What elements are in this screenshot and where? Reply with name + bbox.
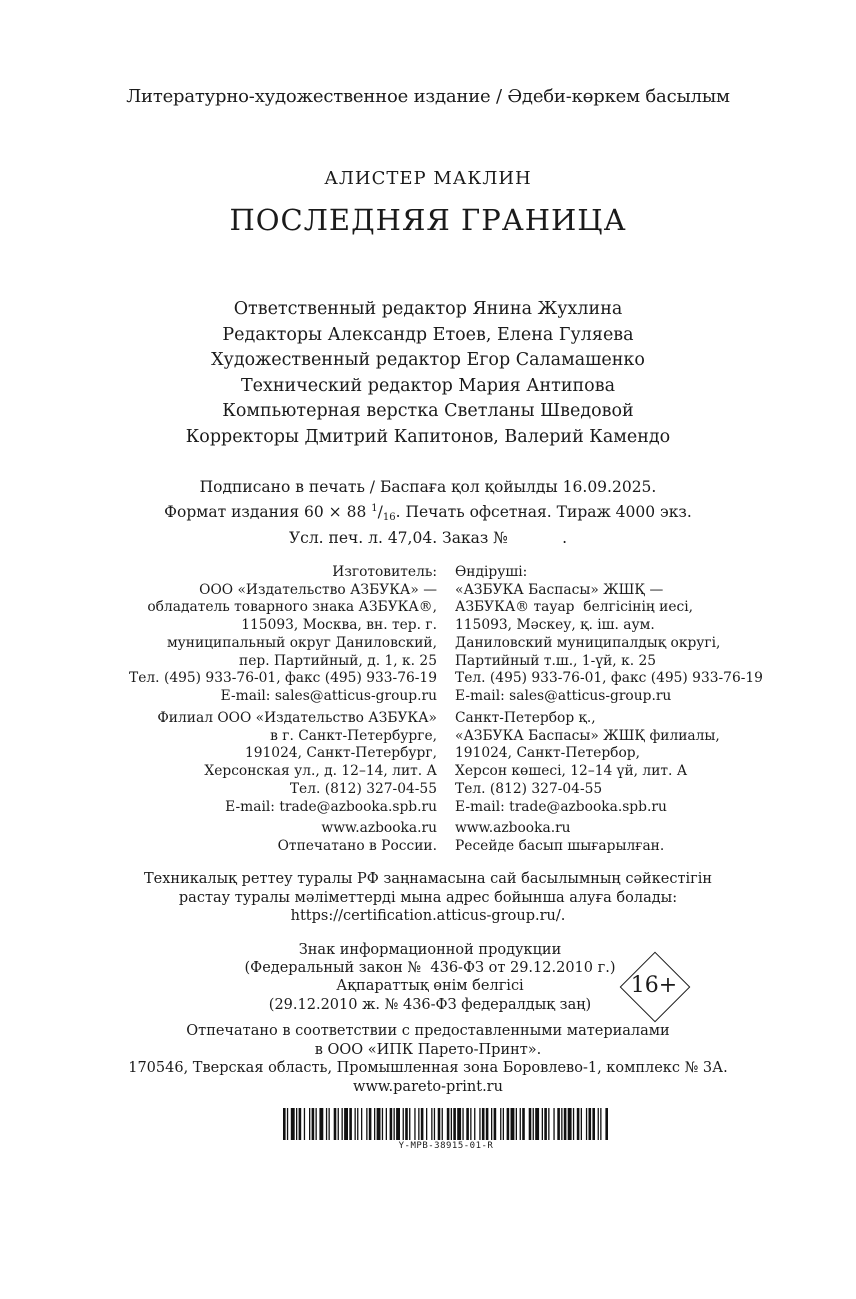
format-suffix: . Печать офсетная. Тираж 4000 экз.: [395, 503, 692, 521]
barcode-bar: [309, 1108, 310, 1140]
barcode-bar: [287, 1108, 288, 1140]
barcode-bar: [605, 1108, 608, 1140]
barcode-bar: [296, 1108, 297, 1140]
barcode-bar: [403, 1108, 404, 1140]
branch-kz-line: Санкт-Петербор қ.,: [455, 710, 596, 726]
barcode-bar: [553, 1108, 554, 1140]
manufacturer-ru: [129, 564, 437, 706]
staff-line: Корректоры Дмитрий Капитонов, Валерий Камендо: [185, 426, 671, 447]
website-link[interactable]: www.azbooka.ru: [321, 820, 437, 836]
barcode-bar: [283, 1108, 286, 1140]
footer-ru: [278, 820, 437, 855]
barcode-bar: [511, 1108, 515, 1140]
age-rating-text: 16+: [630, 973, 678, 998]
format-denominator: 16: [382, 512, 396, 523]
barcode-bar: [533, 1108, 534, 1140]
barcode-bar: [414, 1108, 415, 1140]
branch-ru-line: Херсонская ул., д. 12–14, лит. А: [204, 763, 437, 780]
branch-kz-line: Херсон көшесі, 12–14 үй, лит. А: [455, 763, 688, 780]
barcode-bar: [334, 1108, 337, 1140]
manufacturer-kz-line: Тел. (495) 933-76-01, факс (495) 933-76-19: [455, 670, 763, 687]
barcode-bar: [304, 1108, 305, 1140]
branch-ru: [157, 710, 437, 816]
barcode-bar: [357, 1108, 358, 1140]
staff-line: Компьютерная верстка Светланы Шведовой: [222, 401, 634, 421]
branch-kz-line: 191024, Санкт-Петербор,: [455, 745, 640, 762]
barcode-bar: [548, 1108, 549, 1140]
barcode-bar: [482, 1108, 485, 1140]
barcode-bar: [438, 1108, 441, 1140]
branch-kz-line: «АЗБУКА Баспасы» ЖШҚ филиалы,: [455, 727, 720, 744]
manufacturer-ru-line: пер. Партийный, д. 1, к. 25: [239, 652, 437, 669]
staff-line: Художественный редактор Егор Саламашенко: [211, 350, 645, 370]
barcode-bar: [451, 1108, 452, 1140]
barcode-bar: [520, 1108, 521, 1140]
barcode-bar: [568, 1108, 572, 1140]
barcode-bar: [409, 1108, 410, 1140]
barcode-bar: [299, 1108, 302, 1140]
manufacturer-kz: [455, 564, 763, 706]
manufacturer-kz-email[interactable]: E-mail: sales@atticus-group.ru: [455, 687, 672, 704]
barcode-bar: [462, 1108, 463, 1140]
manufacturer-ru-line: ООО «Издательство АЗБУКА» —: [199, 581, 437, 598]
signed-line: Подписано в печать / Баспаға қол қойылды 16.09.2025.: [199, 478, 657, 496]
barcode-bar: [342, 1108, 343, 1140]
book-title: ПОСЛЕДНЯЯ ГРАНИЦА: [229, 203, 627, 237]
barcode-bar: [431, 1108, 432, 1140]
barcode-bar: [361, 1108, 362, 1140]
branch-kz: [455, 710, 720, 816]
format-line: [0, 498, 856, 528]
branch-kz-line: Тел. (812) 327-04-55: [455, 780, 603, 797]
format-numerator: 1: [371, 503, 378, 514]
info-mark-line: Ақпараттық өнім белгісі: [336, 978, 524, 995]
manufacturer-kz-line: Даниловский муниципалдық округі,: [455, 634, 721, 651]
edition-type: Литературно-художественное издание / Әдеби-көркем басылым: [126, 86, 730, 107]
barcode-bar: [369, 1108, 372, 1140]
barcode-bar: [291, 1108, 295, 1140]
manufacturer-ru-email[interactable]: E-mail: sales@atticus-group.ru: [220, 687, 437, 704]
printed-in-russia-kz: Ресейде басып шығарылған.: [455, 837, 665, 854]
staff-line: Редакторы Александр Етоев, Елена Гуляева: [222, 324, 634, 345]
info-mark-line: (Федеральный закон № 436-ФЗ от 29.12.2010 г.): [244, 960, 616, 977]
tech-regulation-line: растау туралы мәліметтерді мына адрес бойынша алуға болады:: [178, 889, 678, 906]
barcode-bar: [600, 1108, 601, 1140]
staff-line: Технический редактор Мария Антипова: [240, 375, 616, 396]
barcode-bar: [573, 1108, 574, 1140]
barcode-bar: [479, 1108, 480, 1140]
barcode-bar: [405, 1108, 408, 1140]
barcode-bar: [434, 1108, 435, 1140]
manufacturer-kz-line: Партийный т.ш., 1-үй, к. 25: [455, 652, 657, 669]
printer-info: [0, 1022, 856, 1096]
barcode-bar: [470, 1108, 471, 1140]
manufacturer-ru-line: муниципальный округ Даниловский,: [166, 634, 437, 651]
barcode-bar: [426, 1108, 427, 1140]
manufacturer-kz-line: «АЗБУКА Баспасы» ЖШҚ —: [455, 581, 664, 598]
sheets-line: Усл. печ. л. 47,04. Заказ № .: [288, 529, 568, 547]
barcode-bar: [344, 1108, 348, 1140]
author-name: АЛИСТЕР МАКЛИН: [324, 168, 532, 189]
barcode-bar: [377, 1108, 381, 1140]
barcode-bar: [586, 1108, 587, 1140]
barcode-bar: [500, 1108, 501, 1140]
info-mark-line: (29.12.2010 ж. № 436-ФЗ федералдық заң): [268, 996, 592, 1013]
barcode-bar: [355, 1108, 356, 1140]
barcode-bar: [329, 1108, 330, 1140]
barcode-text: Y-MPB-38915-01-R: [398, 1141, 494, 1151]
barcode-bar: [394, 1108, 395, 1140]
barcode-bar: [542, 1108, 543, 1140]
barcode-bar: [374, 1108, 375, 1140]
barcode-bar: [564, 1108, 567, 1140]
barcode-bar: [522, 1108, 525, 1140]
printer-line: в ООО «ИПК Парето-Принт».: [314, 1041, 542, 1058]
info-mark-line: Знак информационной продукции: [298, 942, 562, 958]
barcode-bar: [598, 1108, 599, 1140]
barcode-bar: [529, 1108, 532, 1140]
footer-kz: [455, 820, 664, 855]
barcode-bar: [592, 1108, 595, 1140]
barcode-bar: [507, 1108, 510, 1140]
barcode-bar: [486, 1108, 489, 1140]
barcode-bar: [491, 1108, 492, 1140]
branch-kz-email[interactable]: E-mail: trade@azbooka.spb.ru: [455, 798, 667, 815]
barcode-bar: [312, 1108, 315, 1140]
barcode-bar: [326, 1108, 327, 1140]
barcode-bar: [544, 1108, 547, 1140]
barcode-bar: [577, 1108, 580, 1140]
info-product-mark: [200, 941, 660, 1014]
printer-line: Отпечатано в соответствии с предоставленными материалами: [186, 1023, 670, 1039]
barcode-bar: [589, 1108, 592, 1140]
staff-line: Ответственный редактор Янина Жухлина: [233, 299, 623, 319]
barcode-bar: [516, 1108, 517, 1140]
barcode-bar: [366, 1108, 367, 1140]
barcode-bar: [349, 1108, 352, 1140]
print-info: [0, 477, 856, 549]
barcode-bar: [581, 1108, 582, 1140]
format-slash: /: [377, 503, 383, 521]
barcode-bar: [447, 1108, 450, 1140]
barcode-icon: [281, 1108, 611, 1140]
barcode-bar: [503, 1108, 504, 1140]
barcode-bar: [418, 1108, 419, 1140]
manufacturer-ru-line: Тел. (495) 933-76-01, факс (495) 933-76-19: [129, 670, 437, 687]
barcode-bar: [457, 1108, 461, 1140]
branch-ru-line: 191024, Санкт-Петербург,: [244, 745, 437, 762]
barcode-bar: [390, 1108, 393, 1140]
barcode-bar: [442, 1108, 443, 1140]
barcode-bar: [421, 1108, 424, 1140]
branch-ru-line: в г. Санкт-Петербурге,: [270, 727, 437, 744]
barcode-bar: [319, 1108, 323, 1140]
barcode-bar: [535, 1108, 539, 1140]
manufacturer-ru-line: 115093, Москва, вн. тер. г.: [241, 617, 437, 634]
barcode-bar: [466, 1108, 469, 1140]
barcode-bar: [338, 1108, 339, 1140]
editorial-staff: [0, 297, 856, 450]
branch-ru-line: Филиал ООО «Издательство АЗБУКА»: [157, 710, 437, 726]
printer-website[interactable]: www.pareto-print.ru: [353, 1078, 503, 1095]
manufacturer-ru-line: Изготовитель:: [332, 564, 437, 580]
manufacturer-kz-line: 115093, Мәскеу, қ. іш. аум.: [455, 617, 655, 634]
branch-ru-email[interactable]: E-mail: trade@azbooka.spb.ru: [225, 798, 437, 815]
age-rating-badge: [620, 952, 688, 1020]
barcode-bar: [316, 1108, 317, 1140]
barcode-bar: [494, 1108, 497, 1140]
format-prefix: Формат издания 60 × 88: [164, 503, 372, 521]
barcode-bar: [557, 1108, 560, 1140]
barcode-bar: [453, 1108, 456, 1140]
printer-line: 170546, Тверская область, Промышленная зона Боровлево-1, комплекс № 3А.: [128, 1060, 728, 1076]
tech-regulation-line: Техникалық реттеу туралы РФ заңнамасына сай басылымның сәйкестігін: [143, 871, 713, 887]
manufacturer-ru-line: обладатель товарного знака АЗБУКА®,: [147, 599, 437, 616]
barcode-bar: [474, 1108, 475, 1140]
manufacturer-kz-line: Өндіруші:: [455, 564, 528, 580]
barcode: [281, 1108, 611, 1144]
manufacturer-kz-line: АЗБУКА® тауар белгісінің иесі,: [455, 599, 694, 616]
barcode-bar: [386, 1108, 387, 1140]
tech-regulation: [0, 870, 856, 926]
branch-ru-line: Тел. (812) 327-04-55: [289, 780, 437, 797]
printed-in-russia: Отпечатано в России.: [277, 837, 437, 854]
barcode-bar: [382, 1108, 383, 1140]
barcode-bar: [561, 1108, 562, 1140]
certification-link[interactable]: https://certification.atticus-group.ru/.: [290, 908, 566, 924]
website-link[interactable]: www.azbooka.ru: [455, 820, 571, 836]
barcode-bar: [396, 1108, 400, 1140]
